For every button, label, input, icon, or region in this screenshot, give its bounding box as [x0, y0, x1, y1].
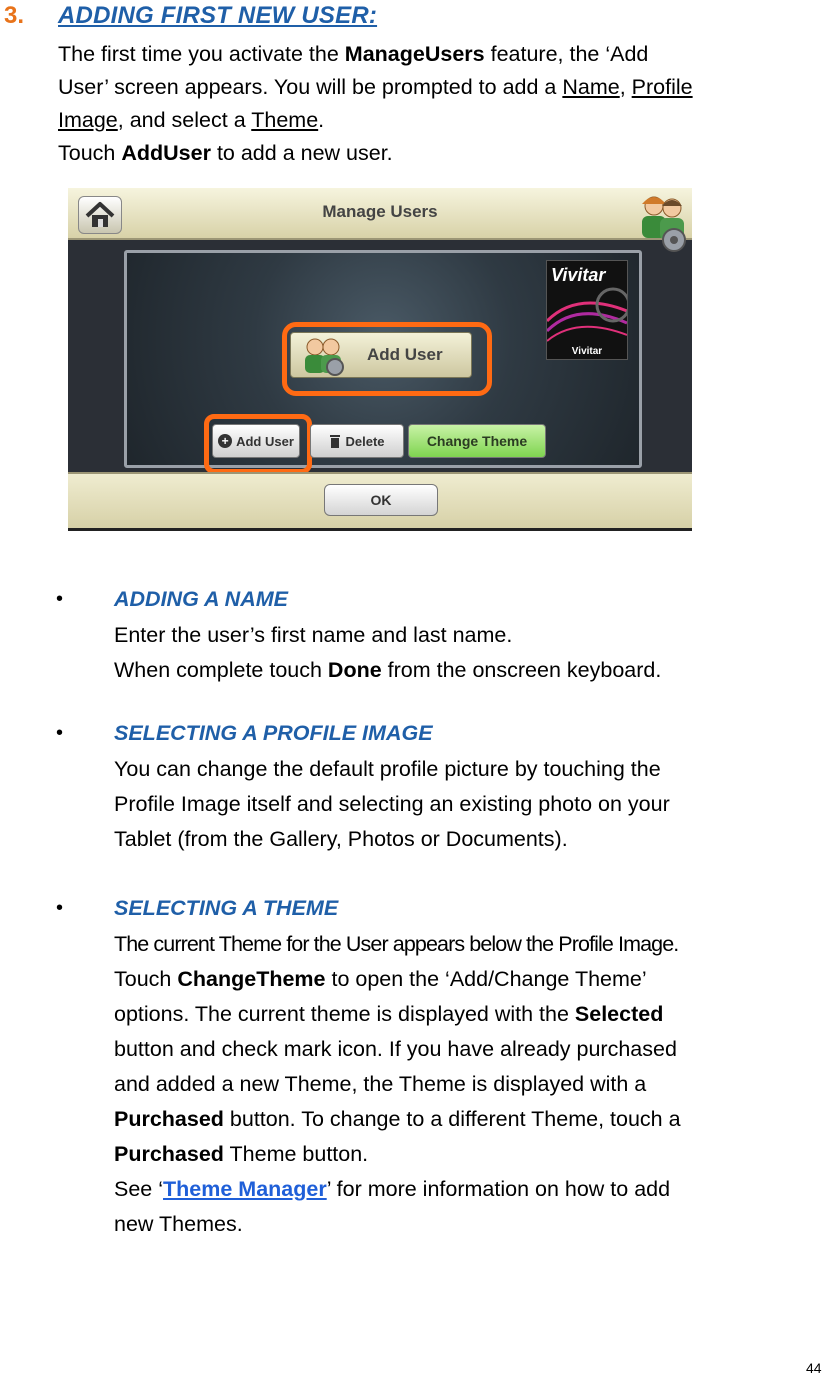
term-theme: Theme	[251, 108, 319, 132]
section-body-profile	[114, 752, 830, 857]
page-number: 44	[806, 1360, 822, 1376]
section-heading-name: ADDING A NAME	[114, 587, 288, 611]
text: Touch	[114, 967, 178, 991]
term-name: Name	[562, 75, 620, 99]
text: feature, the ‘Add	[484, 42, 649, 66]
text: new Themes.	[114, 1212, 243, 1236]
text: Tablet (from the Gallery, Photos or Documents).	[114, 827, 568, 851]
text: from the onscreen keyboard.	[381, 658, 662, 682]
section-heading-profile: SELECTING A PROFILE IMAGE	[114, 721, 433, 745]
text-bold: Purchased	[114, 1107, 224, 1131]
manage-users-screenshot	[68, 188, 692, 531]
profile-art	[547, 261, 627, 359]
add-user-button[interactable]	[212, 424, 300, 458]
text: .	[318, 108, 325, 132]
text: You can change the default profile picture by touching the	[114, 757, 661, 781]
add-user-label: Add User	[236, 433, 294, 449]
text: button. To change to a different Theme, touch a	[223, 1107, 681, 1131]
add-user-large-button[interactable]	[290, 332, 472, 378]
text: User’ screen appears. You will be prompted to add a	[58, 75, 563, 99]
text: See ‘	[114, 1177, 164, 1201]
screenshot-title: Manage Users	[322, 202, 438, 221]
manage-users-icon	[636, 190, 688, 256]
bullet-1: •	[56, 588, 64, 610]
profile-logo: Vivitar	[551, 265, 606, 285]
ok-button[interactable]	[324, 484, 438, 516]
add-user-large-label: Add User	[367, 345, 443, 364]
text: Enter the user’s first name and last name.	[114, 623, 513, 647]
text: When complete touch	[114, 658, 328, 682]
text: and added a new Theme, the Theme is displayed with a	[114, 1072, 647, 1096]
step-number: 3.	[4, 2, 25, 29]
text: options. The current theme is displayed with the	[114, 1002, 575, 1026]
text-bold: AddUser	[121, 141, 211, 165]
bullet-2: •	[56, 722, 64, 744]
screenshot-header	[68, 188, 692, 240]
ok-label: OK	[370, 492, 392, 508]
text: Theme button.	[223, 1142, 369, 1166]
text: ,	[619, 75, 632, 99]
text: to add a new user.	[210, 141, 393, 165]
plus-circle-icon: +	[218, 434, 232, 448]
bullet-3: •	[56, 897, 64, 919]
text: to open the ‘Add/Change Theme’	[325, 967, 647, 991]
delete-button[interactable]	[310, 424, 404, 458]
profile-label: Vivitar	[571, 346, 603, 357]
step-title: ADDING FIRST NEW USER:	[58, 2, 378, 29]
change-theme-label: Change Theme	[426, 433, 528, 449]
theme-manager-link[interactable]: Theme Manager	[163, 1177, 327, 1201]
section-body-theme	[114, 927, 830, 1242]
text: The first time you activate the	[58, 42, 345, 66]
delete-label: Delete	[345, 433, 385, 449]
profile-image[interactable]	[546, 260, 628, 360]
text: The current Theme for the User appears below the Profile Image.	[114, 932, 679, 956]
text-bold: Done	[327, 658, 382, 682]
change-theme-button[interactable]	[408, 424, 546, 458]
section-body-name	[114, 618, 830, 688]
text: , and select a	[117, 108, 252, 132]
text-bold: ManageUsers	[344, 42, 485, 66]
screenshot-footer	[68, 472, 692, 530]
intro-paragraph	[58, 38, 828, 170]
trash-icon	[329, 434, 341, 448]
text: button and check mark icon. If you have already purchased	[114, 1037, 677, 1061]
text-bold: ChangeTheme	[177, 967, 326, 991]
section-heading-theme: SELECTING A THEME	[114, 896, 339, 920]
term-image: Image	[58, 108, 118, 132]
text: ’ for more information on how to add	[326, 1177, 671, 1201]
text-bold: Purchased	[114, 1142, 224, 1166]
term-profile: Profile	[631, 75, 693, 99]
text: Touch	[58, 141, 122, 165]
text: Profile Image itself and selecting an existing photo on your	[114, 792, 670, 816]
text-bold: Selected	[574, 1002, 664, 1026]
user-gear-icon	[295, 333, 359, 377]
